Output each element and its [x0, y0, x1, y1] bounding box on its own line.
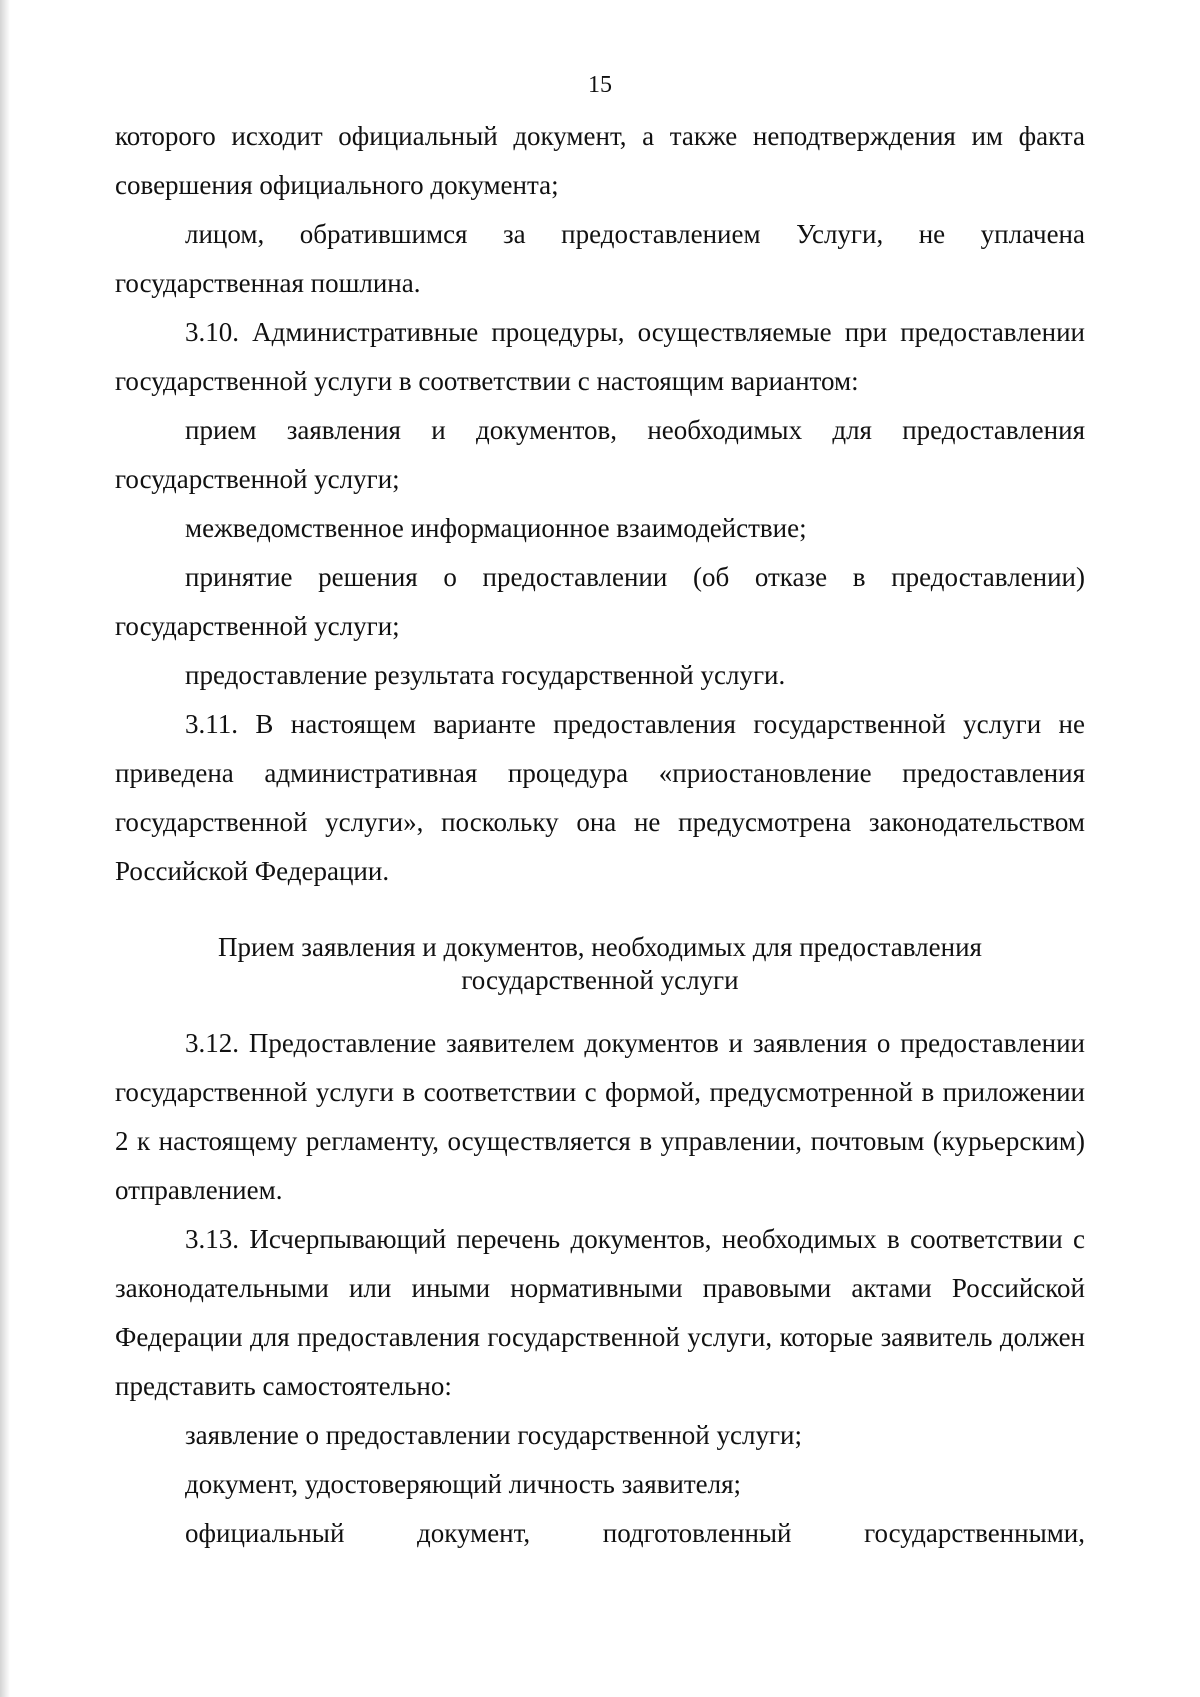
document-body — [115, 112, 1085, 1558]
list-item-interagency: межведомственное информационное взаимодействие; — [185, 513, 807, 543]
paragraph-continuation: которого исходит официальный документ, а также неподтверждения им факта совершения официального документа; — [115, 121, 1085, 200]
section-heading — [115, 931, 1085, 997]
section-heading-line-2: государственной услуги — [461, 965, 739, 995]
paragraph-3-11: 3.11. В настоящем варианте предоставления государственной услуги не приведена административная процедура «приостановление предоставления государственной услуги», поскольку она не предусмотрена законодательством Российской Федерации. — [115, 709, 1085, 886]
paragraph-fee-not-paid: лицом, обратившимся за предоставлением Услуги, не уплачена государственная пошлина. — [115, 219, 1085, 298]
list-item-receipt: прием заявления и документов, необходимых для предоставления государственной услуги; — [115, 415, 1085, 494]
list-item-application: заявление о предоставлении государственной услуги; — [185, 1420, 802, 1450]
list-item-result: предоставление результата государственной услуги. — [185, 660, 786, 690]
scan-left-edge — [0, 0, 10, 1697]
page-number: 15 — [588, 72, 612, 98]
list-item-identity-document: документ, удостоверяющий личность заявителя; — [185, 1469, 742, 1499]
list-item-official-document: официальный документ, подготовленный государственными, — [185, 1518, 1085, 1548]
list-item-decision: принятие решения о предоставлении (об отказе в предоставлении) государственной услуги; — [115, 562, 1085, 641]
paragraph-3-12: 3.12. Предоставление заявителем документов и заявления о предоставлении государственной услуги в соответствии с формой, предусмотренной в приложении 2 к настоящему регламенту, осуществляется в управлении, почтовым (курьерским) отправлением. — [115, 1028, 1085, 1205]
section-heading-line-1: Прием заявления и документов, необходимых для предоставления — [218, 932, 982, 962]
paragraph-3-13: 3.13. Исчерпывающий перечень документов, необходимых в соответствии с законодательными или иными нормативными правовыми актами Российской Федерации для предоставления государственной услуги, которые заявитель должен представить самостоятельно: — [115, 1224, 1085, 1401]
paragraph-3-10: 3.10. Административные процедуры, осуществляемые при предоставлении государственной услуги в соответствии с настоящим вариантом: — [115, 317, 1085, 396]
